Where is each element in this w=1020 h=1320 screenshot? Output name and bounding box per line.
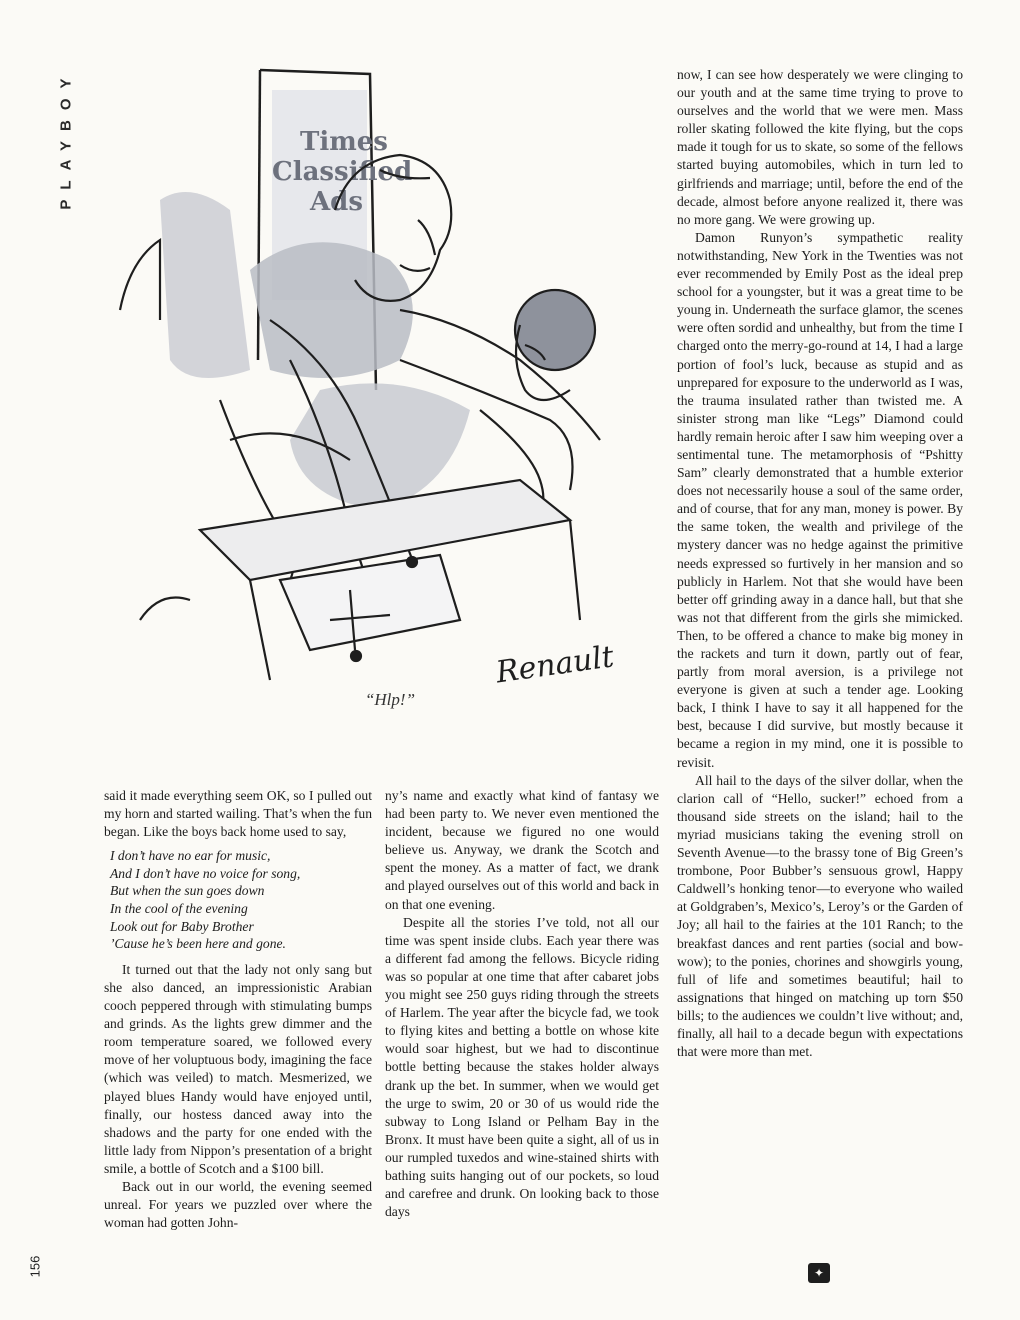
paragraph: ny’s name and exactly what kind of fantasy we had been party to. We never even mentioned the incident, because we figured no one would believe us. Anyway, we drank the Scotch and spent the money. As a matter of fact, we drank and played ourselves out of this world and back in on that one evening.: [385, 788, 659, 912]
sign-line-3: Ads: [310, 187, 363, 217]
paragraph: Damon Runyon’s sympathetic reality notwithstanding, New York in the Twenties was not ever recommended by Emily Post as the ideal prep school for a youngster, but it was a great time to be young in. Underneath the surface glamor, the scenes were often sordid and unhealthy, but from the time I charged onto the merry-go-round at 14, I had a large portion of fool’s luck, because as stupid and as unprepared for exposure to the underworld as I was, the trauma insulated rather than twisted me. A sinister strong man like “Legs” Diamond could hardly remain heroic after I saw him weeping over a sentimental tune. The metamorphosis of “Pshitty Sam” clearly demonstrated that a humble exterior does not necessarily house a soul of the same order, and of course, that for any man, money is power. By the same token, the wealth and privilege of the mystery dancer was no hedge against the primitive needs expressed so furtively in her mansion and so publicly in Harlem. Not that she would have been better off grinding away in a dance hall, but that she was not that different from the girls she mimicked. Then, to be offered a chance to make big money in the rackets and turn it down, partly out of fear, partly from moral aversion, is a privilege not everyone is given at such a tender age. Looking back, I think I have to say it all happened for the best, because I did survive, but mostly because it became a region in my mind, one it is possible to revisit.: [677, 229, 963, 770]
cartoon-caption: “Hlp!”: [364, 690, 416, 709]
sign-line-1: Times: [300, 127, 388, 157]
text-column-1: [104, 787, 372, 1232]
artist-signature: Renault: [493, 639, 617, 691]
magazine-masthead: [54, 64, 78, 214]
sign-line-2: Classified: [272, 157, 413, 187]
verse-line: Look out for Baby Brother: [110, 918, 254, 934]
paragraph: Despite all the stories I’ve told, not all our time was spent inside clubs. Each year there was a different fad among the fellows. Bicycle riding was so popular at one time that after cabaret jobs you might see 250 guys riding through the streets of Harlem. The year after the bicycle fad, we took to flying kites and betting a bottle on whose kite would soar highest, but we had to discontinue bottle betting because the stakes holder always drank up the bet. In summer, when we would get the urge to swim, 20 or 30 of us would ride the subway to Long Island or Pelham Bay in the Bronx. It must have been quite a sight, all of us in our rumpled tuxedos and wine-stained shirts with bathing suits hanging out of our pockets, so loud and carefree and drunk. On looking back to those days: [385, 914, 659, 1220]
verse-line: In the cool of the evening: [110, 901, 248, 917]
masthead-text: PLAYBOY: [57, 68, 75, 210]
verse-line: But when the sun goes down: [110, 883, 265, 899]
verse-line: And I don’t have no voice for song,: [110, 865, 301, 881]
page-number: 156: [27, 1255, 43, 1278]
rabbit-end-mark-icon: ✦: [808, 1263, 830, 1283]
paragraph: now, I can see how desperately we were clinging to our youth and at the same time trying to prove to ourselves and the world that we were men. Mass roller skating followed the kite flying, but the cops made it tough for us to skate, so some of the fellows started buying automobiles, which in turn led to girlfriends and marriage; until, before the end of the decade, almost before anyone realized it, there was no more gang. We were growing up.: [677, 67, 963, 227]
paragraph: said it made everything seem OK, so I pulled out my horn and started wailing. That’s when the fun began. Like the boys back home used to say,: [104, 788, 372, 840]
text-column-2: [385, 787, 659, 1221]
paragraph: All hail to the days of the silver dollar, when the clarion call of “Hello, sucker!” echoed from a thousand side streets on the island; hail to the myriad musicians taking the evening stroll on Seventh Avenue—to the brassy tone of Big Green’s trombone, Poor Bubber’s sensuous growl, Happy Caldwell’s honking tenor—to everyone who wailed at Goldgraben’s, Mexico’s, Leroy’s or the Garden of Joy; all hail to the fairies at the 101 Ranch; to the breakfast dances and rent parties (social and bow-wow); to the ponies, chorines and showgirls young, full of life and sometimes beautiful; hail to assignations that hinged on matching up torn $50 bills; to the audiences we couldn’t live without; and, finally, all hail to a decade begun with expectations that were more than met.: [677, 772, 963, 1060]
paragraph: Back out in our world, the evening seemed unreal. For years we puzzled over where the woman had gotten John-: [104, 1178, 372, 1231]
verse-line: I don’t have no ear for music,: [110, 848, 271, 864]
cartoon-illustration: [100, 60, 660, 700]
song-verse: [110, 847, 372, 953]
verse-line: ’Cause he’s been here and gone.: [110, 936, 286, 952]
text-column-3: [677, 66, 963, 1061]
paragraph: It turned out that the lady not only sang but she also danced, an impressionistic Arabian cooch peppered through with stimulating bumps and grinds. As the lights grew dimmer and the room temperature soared, we followed every move of her voluptuous body, imagining the face (which was veiled) to match. Mesmerized, we played blues Handy would have enjoyed until, finally, our hostess danced away into the shadows and the party for one ended with the little lady from Nippon’s presentation of a bright smile, a bottle of Scotch and a $100 bill.: [104, 961, 372, 1176]
